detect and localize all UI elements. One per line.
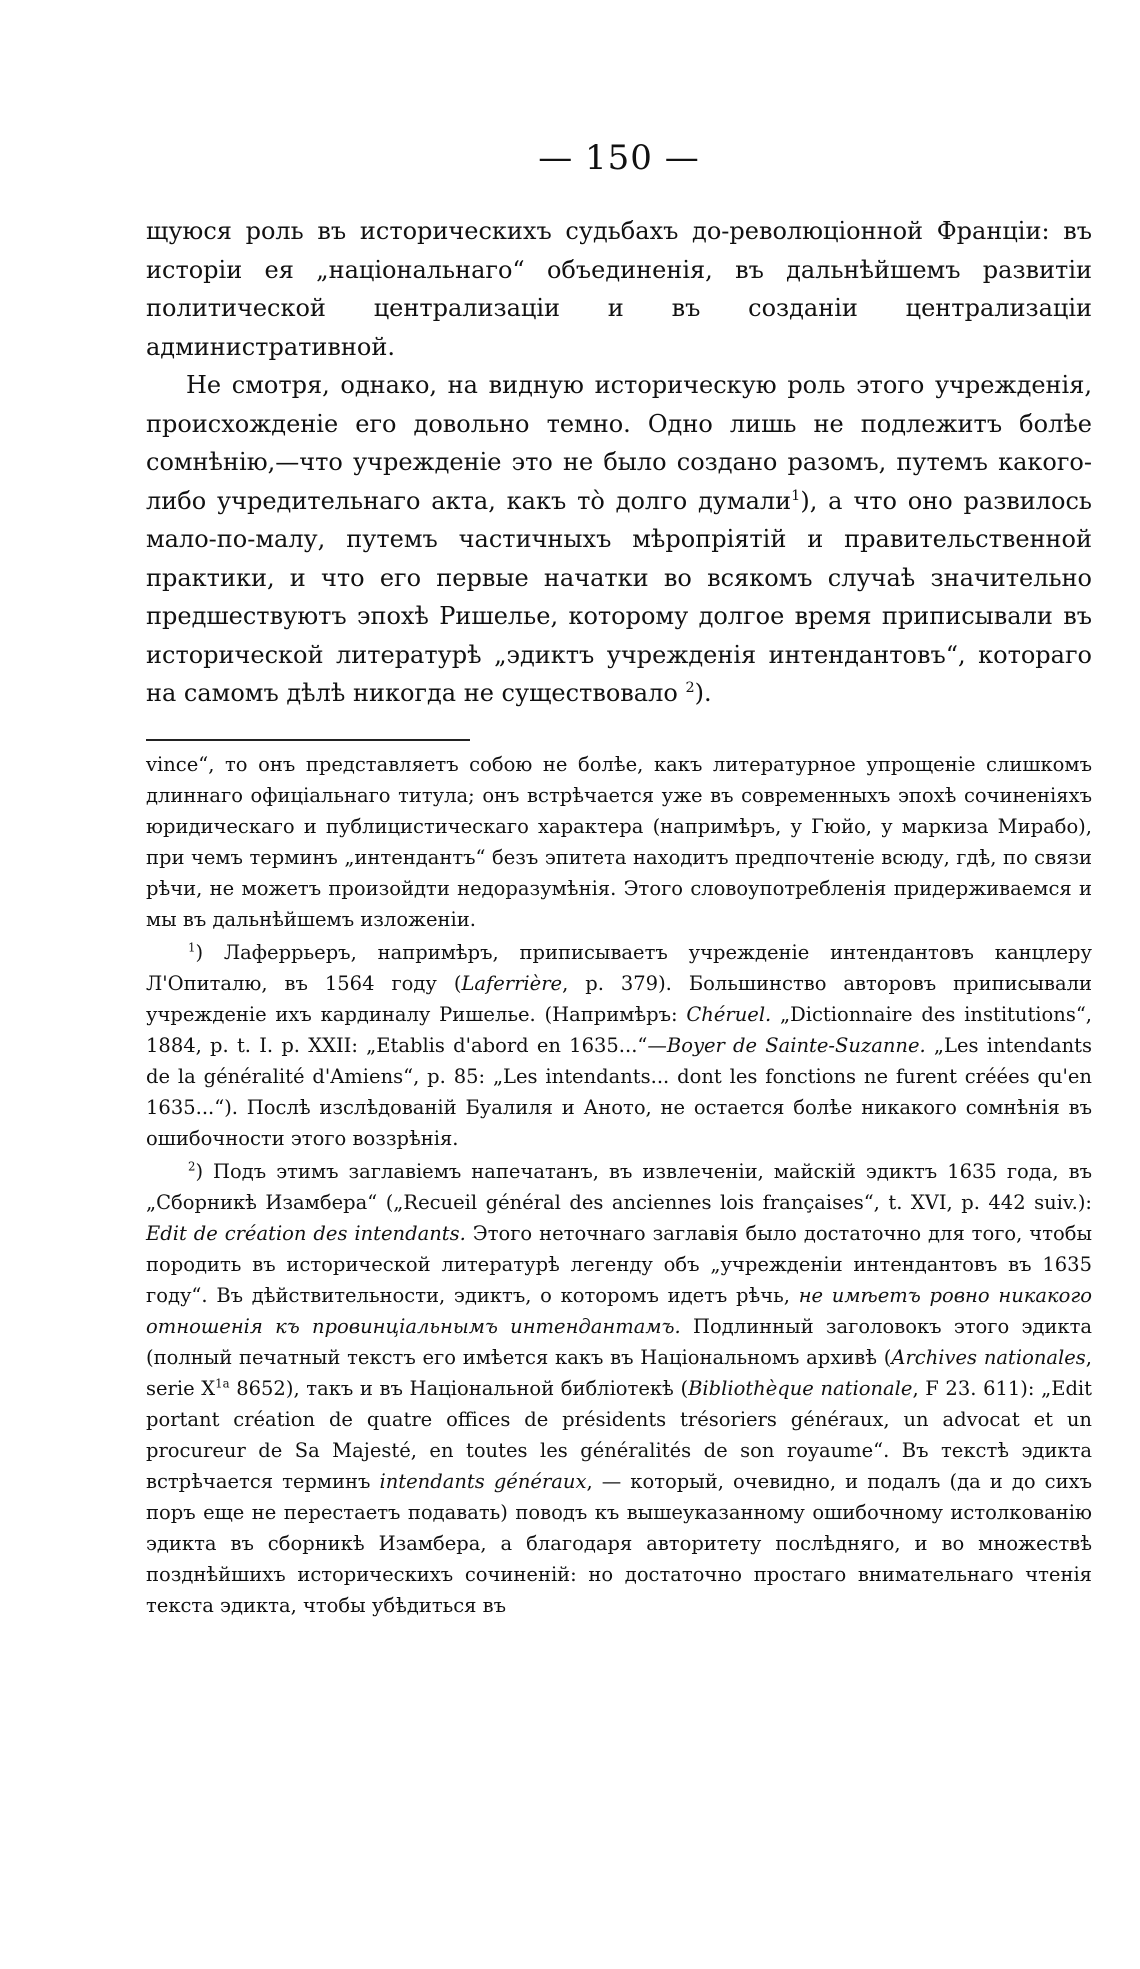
main-paragraph-1: щуюся роль въ историческихъ судьбахъ до-революціонной Франціи: въ исторіи ея „національнаго“ объединенія, въ дальнѣйшемъ развитіи политической централизаціи и въ созданіи централизаціи административной. bbox=[146, 217, 1092, 361]
footnote-divider bbox=[146, 739, 470, 741]
footnote-1-text: „Dictionnaire des institutions“, 1884, p. t. I. p. XXII: „Etablis d'abord en 1635...“— bbox=[146, 1003, 1092, 1057]
main-paragraph-2-part-b: , а что оно развилось мало-по-малу, путемъ частичныхъ мѣропріятій и правительственной практики, и что его первые начатки во всякомъ случаѣ значительно предшествуютъ эпохѣ Ришелье, которому долгое время приписывали въ исторической литературѣ „эдиктъ учрежденія интендантовъ“, котораго на самомъ дѣлѣ никогда не существовало bbox=[146, 486, 1092, 707]
footnote-1-text: , p. 379). Большинство авторовъ приписывали учрежденіе ихъ кардиналу Ришелье. (Напримѣръ: bbox=[146, 972, 1092, 1026]
footnote-2-marker: 2 bbox=[188, 1159, 196, 1174]
main-paragraph-2-part-a: Не смотря, однако, на видную историческую роль этого учрежденія, происхожденіе его довольно темно. Одно лишь не подлежитъ болѣе сомнѣнію,—что учрежденіе это не было создано разомъ, путемъ какого-либо учредительнаго акта, какъ то̀ долго думали bbox=[146, 371, 1092, 515]
footnote-2-text: 8652), такъ и въ Національной библіотекѣ ( bbox=[229, 1377, 689, 1400]
footnote-2-text: ) Подъ этимъ заглавіемъ напечатанъ, въ извлеченіи, майскій эдиктъ 1635 года, въ „Сборникѣ Изамбера“ („Recueil général des anciennes lois françaises“, t. XVI, p. 442 suiv.): bbox=[146, 1160, 1092, 1214]
main-text bbox=[146, 212, 1092, 713]
footnote-1-text: ) Лаферрьеръ, напримѣръ, приписываетъ учрежденіе интендантовъ канцлеру Л'Опиталю, въ 1564 году ( bbox=[146, 941, 1092, 995]
main-paragraph-2: Не смотря, однако, на видную историческую роль этого учрежденія, происхожденіе его довольно темно. Одно лишь не подлежитъ болѣе сомнѣнію,—что учрежденіе это не было создано разомъ, путемъ какого-либо учредительнаго акта, какъ то̀ долго думали$^1$), а что оно развилось мало-по-малу, путемъ частичныхъ мѣропріятій и правительственной практики, и что его первые начатки во всякомъ случаѣ значительно предшествуютъ эпохѣ Ришелье, которому долгое время приписывали въ исторической литературѣ „эдиктъ учрежденія интендантовъ“, котораго на самомъ дѣлѣ никогда не существовало $^2$). bbox=[146, 371, 1092, 707]
footnote-2-text: , serie X bbox=[146, 1346, 1092, 1400]
footnote-1-italic: Chéruel. bbox=[686, 1003, 772, 1026]
footnote-2-text: , — который, очевидно, и подалъ (да и до сихъ поръ еще не перестаетъ подавать) поводъ къ вышеуказанному ошибочному истолкованію эдикта въ сборникѣ Изамбера, а благодаря авторитету послѣдняго, и во множествѣ позднѣйшихъ историческихъ сочиненій: но достаточно простаго внимательнаго чтенія текста эдикта, чтобы убѣдиться въ bbox=[146, 1470, 1092, 1617]
footnote-ref-1: 1 bbox=[791, 487, 801, 504]
footnote-2-text: Подлинный заголовокъ этого эдикта (полный печатный текстъ его имѣется какъ въ Національномъ архивѣ ( bbox=[146, 1315, 1093, 1369]
footnote-2-italic: intendants généraux bbox=[379, 1470, 587, 1493]
footnotes bbox=[146, 749, 1092, 1621]
footnote-2-text: , F 23. 611): „Edit portant création de quatre offices de présidents trésoriers généraux, un advocat et un procureur de Sa Majesté, en toutes les généralités de son royaume“. Въ текстѣ эдикта встрѣчается терминъ bbox=[146, 1377, 1092, 1493]
footnote-2 bbox=[146, 1156, 1092, 1621]
footnote-2-italic: Edit de création des intendants. bbox=[146, 1222, 466, 1245]
footnote-1-italic: Boyer de Sainte-Suzanne. bbox=[666, 1034, 926, 1057]
footnote-2-superscript: 1a bbox=[215, 1376, 230, 1391]
footnote-2-text: Этого неточнаго заглавія было достаточно для того, чтобы породить въ исторической литературѣ легенду объ „учрежденіи интендантовъ въ 1635 году“. Въ дѣйствительности, эдиктъ, о которомъ идетъ рѣчь, bbox=[146, 1222, 1092, 1307]
footnote-2-italic: Bibliothèque nationale bbox=[688, 1377, 913, 1400]
footnote-continuation: vince“, то онъ представляетъ собою не болѣе, какъ литературное упрощеніе слишкомъ длиннаго офиціальнаго титула; онъ встрѣчается уже въ современныхъ эпохѣ сочиненіяхъ юридическаго и публицистическаго характера (напримѣръ, у Гюйо, у маркиза Мирабо), при чемъ терминъ „интендантъ“ безъ эпитета находитъ предпочтеніе всюду, гдѣ, по связи рѣчи, не можетъ произойдти недоразумѣнія. Этого словоупотребленія придерживаемся и мы въ дальнѣйшемъ изложеніи. bbox=[146, 753, 1092, 931]
footnote-2-italic: не имѣетъ ровно никакого отношенія къ провинціальнымъ интендантамъ. bbox=[146, 1284, 1093, 1338]
footnote-2-italic: Archives nationales bbox=[891, 1346, 1086, 1369]
main-paragraph-2-part-c: . bbox=[703, 679, 712, 707]
footnote-ref-2: 2 bbox=[685, 680, 695, 696]
footnote-1-text: „Les intendants de la généralité d'Amiens“, p. 85: „Les intendants... dont les fonctions ne furent créées qu'en 1635...“). Послѣ изслѣдованій Буалиля и Аното, не остается болѣе никакого сомнѣнія въ ошибочности этого воззрѣнія. bbox=[146, 1034, 1092, 1150]
footnote-1-marker: 1 bbox=[188, 940, 196, 955]
footnote-1 bbox=[146, 937, 1092, 1154]
footnote-1-italic: Laferrière bbox=[461, 972, 563, 995]
page-number: — 150 — bbox=[538, 138, 700, 178]
